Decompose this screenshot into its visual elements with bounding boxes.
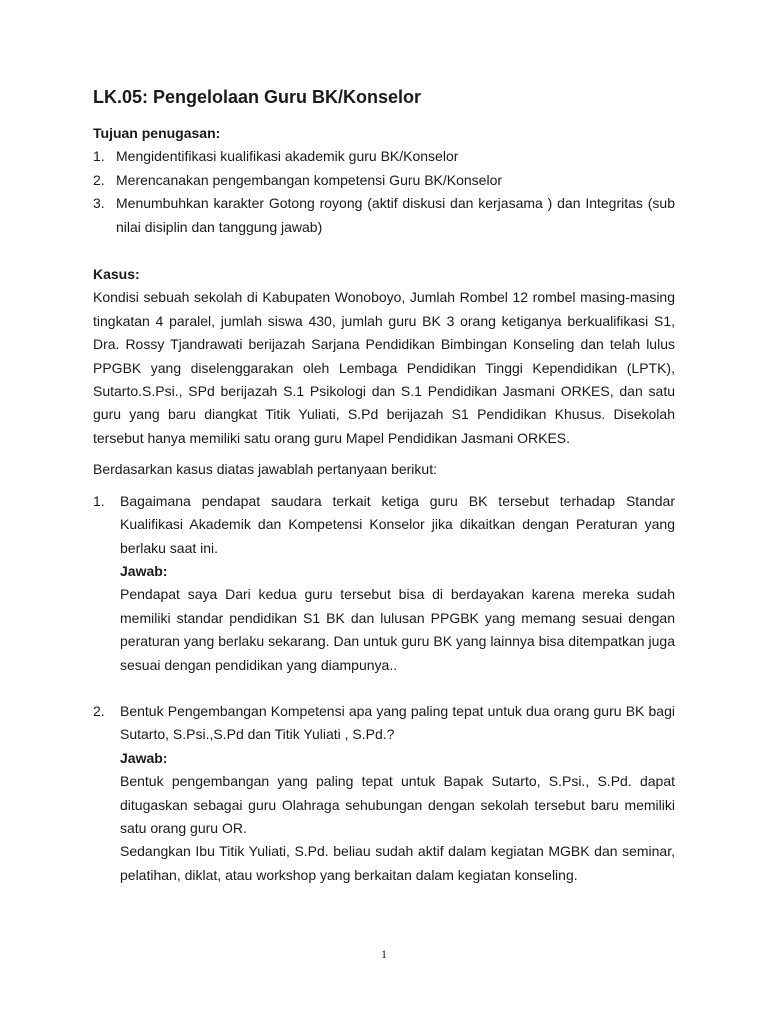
question-list: [93, 490, 675, 888]
kasus-heading: Kasus:: [93, 266, 140, 283]
page-number: 1: [381, 947, 387, 961]
question-number: 2.: [93, 702, 105, 719]
answer-text: Pendapat saya Dari kedua guru tersebut bisa di berdayakan karena mereka sudah memiliki standar pendidikan S1 BK dan lulusan PPGBK yang memang sesuai dengan peraturan yang berlaku sekarang. Dan untuk guru BK yang lainnya bisa ditempatkan juga sesuai dengan pendidikan yang diampunya..: [120, 586, 675, 673]
kasus-body: Kondisi sebuah sekolah di Kabupaten Wonoboyo, Jumlah Rombel 12 rombel masing-masing tingkatan 4 paralel, jumlah siswa 430, jumlah guru BK 3 orang ketiganya berkualifikasi S1, Dra. Rossy Tjandrawati berijazah Sarjana Pendidikan Bimbingan Konseling dan telah lulus PPGBK yang diselenggarakan oleh Lembaga Pendidikan Tinggi Kependidikan (LPTK), Sutarto.S.Psi., SPd berijazah S.1 Psikologi dan S.1 Pendidikan Jasmani ORKES, dan satu guru yang baru diangkat Titik Yuliati, S.Pd berijazah S1 Pendidikan Khusus. Disekolah tersebut hanya memiliki satu orang guru Mapel Pendidikan Jasmani ORKES.: [93, 289, 675, 446]
list-item: 1. Mengidentifikasi kualifikasi akademik guru BK/Konselor: [93, 148, 459, 165]
question-item-2: [93, 700, 675, 887]
kasus-prompt: Berdasarkan kasus diatas jawablah pertanyaan berikut:: [93, 461, 437, 478]
tujuan-heading: Tujuan penugasan:: [93, 125, 221, 141]
document-title: LK.05: Pengelolaan Guru BK/Konselor: [93, 87, 422, 107]
question-text: Bagaimana pendapat saudara terkait ketiga guru BK tersebut terhadap Standar Kualifikasi Akademik dan Kompetensi Konselor jika dikaitkan dengan Peraturan yang berlaku saat ini.: [120, 492, 675, 556]
answer-text: Bentuk pengembangan yang paling tepat untuk Bapak Sutarto, S.Psi., S.Pd. dapat ditugaskan sebagai guru Olahraga sehubungan dengan sekolah tersebut baru memiliki satu orang guru OR.: [120, 773, 675, 836]
answer-text-continued: Sedangkan Ibu Titik Yuliati, S.Pd. beliau sudah aktif dalam kegiatan MGBK dan seminar, pelatihan, diklat, atau workshop yang berkaitan dalam kegiatan konseling.: [120, 843, 675, 883]
answer-label: Jawab:: [120, 562, 168, 579]
list-item: 2. Merencanakan pengembangan kompetensi Guru BK/Konselor: [93, 171, 503, 188]
tujuan-list: [93, 145, 675, 239]
list-item: 3. Menumbuhkan karakter Gotong royong (aktif diskusi dan kerjasama ) dan Integritas (sub nilai disiplin dan tanggung jawab): [93, 195, 675, 235]
question-number: 1.: [93, 492, 105, 509]
question-item-1: [93, 490, 675, 677]
question-text: Bentuk Pengembangan Kompetensi apa yang paling tepat untuk dua orang guru BK bagi Sutarto, S.Psi.,S.Pd dan Titik Yuliati , S.Pd.?: [120, 702, 675, 743]
document-page: [93, 86, 675, 887]
answer-label: Jawab:: [120, 749, 168, 766]
